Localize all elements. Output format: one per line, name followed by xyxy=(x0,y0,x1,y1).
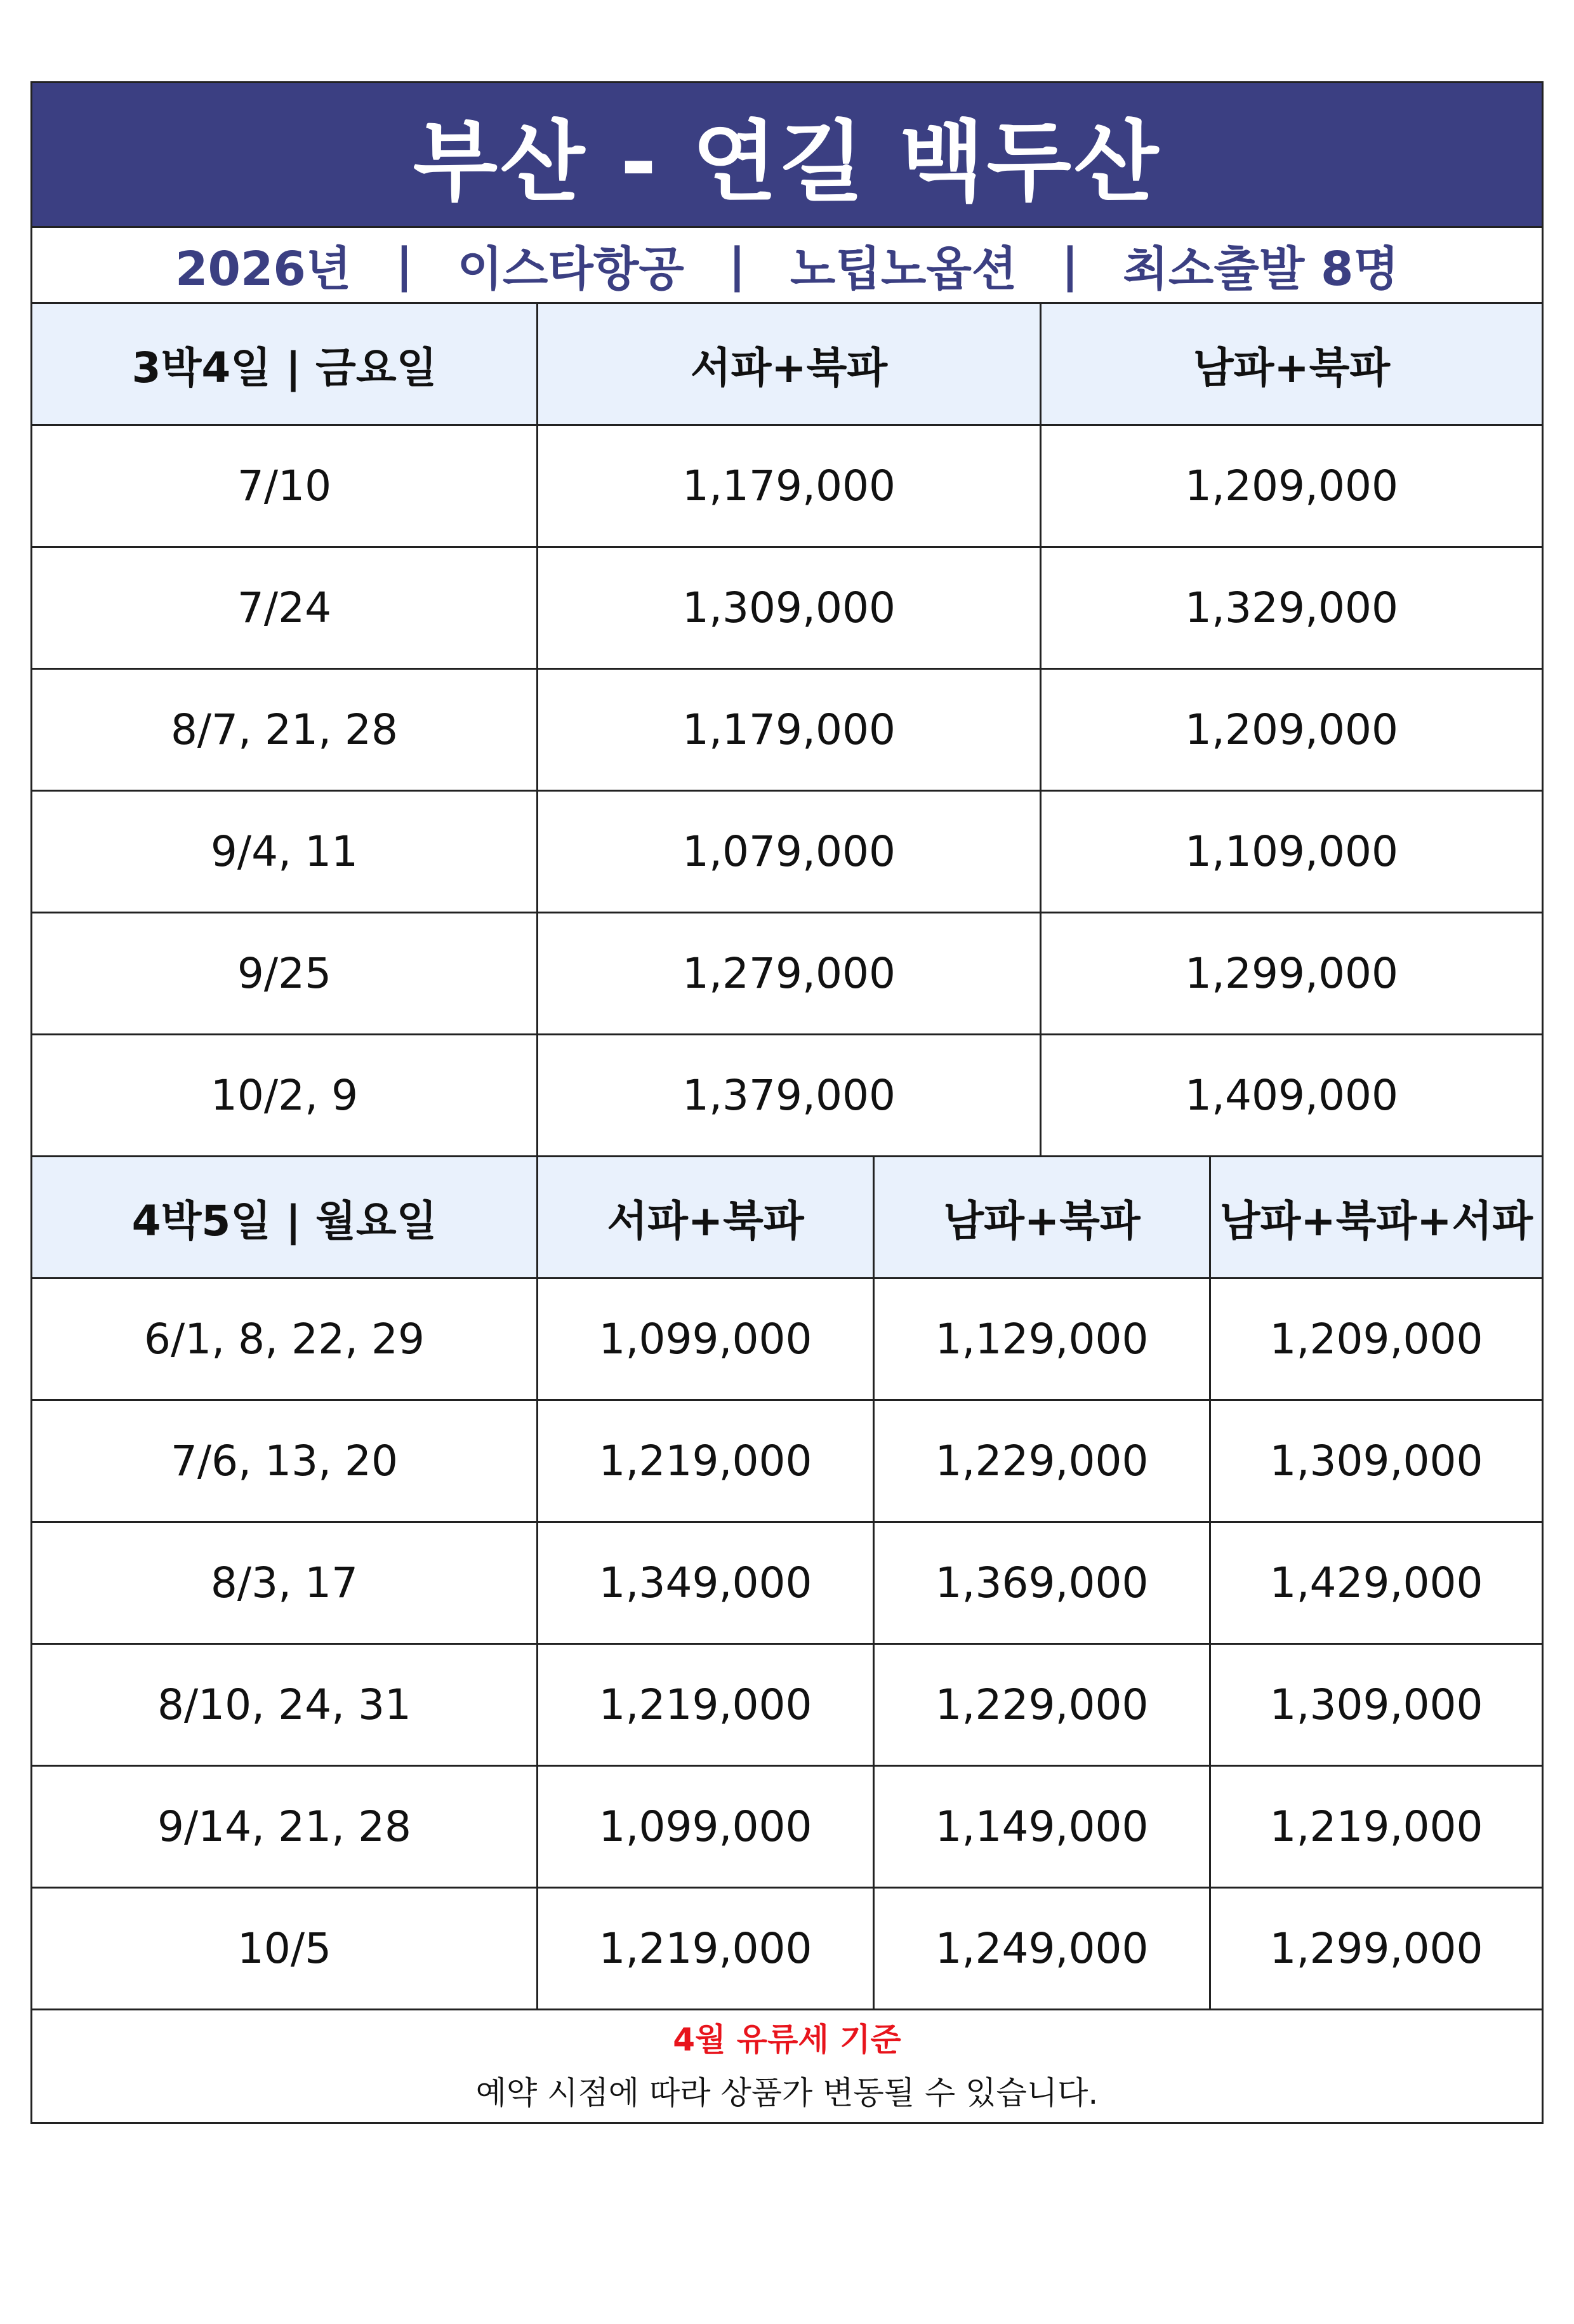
table-row xyxy=(32,548,1542,670)
table1-header-west-north: 서파+북파 xyxy=(538,304,1042,424)
price-cell: 1,219,000 xyxy=(538,1645,875,1765)
table-row xyxy=(32,670,1542,792)
price-cell: 1,129,000 xyxy=(875,1279,1211,1399)
price-cell: 1,379,000 xyxy=(538,1035,1042,1155)
price-cell: 1,229,000 xyxy=(875,1401,1211,1521)
price-cell: 1,349,000 xyxy=(538,1523,875,1643)
price-cell: 1,309,000 xyxy=(538,548,1042,668)
date-cell: 6/1, 8, 22, 29 xyxy=(32,1279,538,1399)
table-row xyxy=(32,792,1542,913)
date-cell: 9/4, 11 xyxy=(32,792,538,912)
table2-header-schedule: 4박5일 | 월요일 xyxy=(32,1157,538,1277)
price-cell: 1,309,000 xyxy=(1269,1680,1483,1729)
price-cell: 1,219,000 xyxy=(538,1401,875,1521)
date-cell: 8/7, 21, 28 xyxy=(32,670,538,790)
subtitle-bar xyxy=(32,228,1542,304)
price-cell: 1,179,000 xyxy=(538,426,1042,546)
table-row xyxy=(32,1889,1542,2010)
subtitle-separator: | xyxy=(1061,237,1079,293)
date-cell: 10/5 xyxy=(32,1889,538,2009)
price-cell: 1,179,000 xyxy=(538,670,1042,790)
table-row xyxy=(32,1767,1542,1889)
subtitle-option: 노팁노옵션 xyxy=(790,241,1017,296)
price-change-note: 예약 시점에 따라 상품가 변동될 수 있습니다. xyxy=(475,2075,1099,2111)
fuel-surcharge-note: 4월 유류세 기준 xyxy=(673,2021,901,2058)
price-cell: 1,219,000 xyxy=(538,1889,875,2009)
price-cell: 1,149,000 xyxy=(875,1767,1211,1887)
date-cell: 10/2, 9 xyxy=(32,1035,538,1155)
page-title: 부산 - 연길 백두산 xyxy=(32,83,1542,228)
table2-header-row xyxy=(32,1157,1542,1279)
date-cell: 9/14, 21, 28 xyxy=(32,1767,538,1887)
price-cell: 1,309,000 xyxy=(1269,1437,1483,1485)
price-cell: 1,279,000 xyxy=(538,913,1042,1033)
price-cell: 1,079,000 xyxy=(538,792,1042,912)
table2-header-south-north-west: 남파+북파+서파 xyxy=(1219,1197,1533,1245)
subtitle-airline: 이스타항공 xyxy=(457,241,684,296)
price-cell: 1,249,000 xyxy=(875,1889,1211,2009)
price-cell: 1,299,000 xyxy=(1269,1924,1483,1973)
subtitle-year: 2026년 xyxy=(175,241,352,296)
subtitle-separator: | xyxy=(395,237,413,293)
price-cell: 1,219,000 xyxy=(1269,1802,1483,1851)
table-row xyxy=(32,1279,1542,1401)
table-row xyxy=(32,913,1542,1035)
table-row xyxy=(32,1645,1542,1767)
footer-notes xyxy=(32,2010,1542,2122)
price-cell: 1,209,000 xyxy=(1185,461,1398,510)
price-cell: 1,109,000 xyxy=(1185,827,1398,876)
table-row xyxy=(32,1523,1542,1645)
subtitle-min-departure: 최소출발 8명 xyxy=(1123,241,1399,296)
date-cell: 7/10 xyxy=(32,426,538,546)
table-row xyxy=(32,1401,1542,1523)
price-cell: 1,369,000 xyxy=(875,1523,1211,1643)
price-cell: 1,099,000 xyxy=(538,1279,875,1399)
price-cell: 1,329,000 xyxy=(1185,583,1398,632)
price-cell: 1,299,000 xyxy=(1185,949,1398,998)
table2-header-west-north: 서파+북파 xyxy=(538,1157,875,1277)
price-sheet xyxy=(30,81,1544,2124)
price-cell: 1,229,000 xyxy=(875,1645,1211,1765)
price-cell: 1,099,000 xyxy=(538,1767,875,1887)
date-cell: 8/10, 24, 31 xyxy=(32,1645,538,1765)
price-cell: 1,409,000 xyxy=(1185,1071,1398,1120)
date-cell: 7/24 xyxy=(32,548,538,668)
subtitle-separator: | xyxy=(728,237,746,293)
table1-header-row xyxy=(32,304,1542,426)
table2-header-south-north: 남파+북파 xyxy=(875,1157,1211,1277)
price-cell: 1,209,000 xyxy=(1269,1315,1483,1364)
date-cell: 7/6, 13, 20 xyxy=(32,1401,538,1521)
table-row xyxy=(32,1035,1542,1157)
table-row xyxy=(32,426,1542,548)
price-cell: 1,209,000 xyxy=(1185,705,1398,754)
date-cell: 9/25 xyxy=(32,913,538,1033)
price-cell: 1,429,000 xyxy=(1269,1558,1483,1607)
table1-header-south-north: 남파+북파 xyxy=(1193,343,1391,392)
table1-header-schedule: 3박4일 | 금요일 xyxy=(32,304,538,424)
date-cell: 8/3, 17 xyxy=(32,1523,538,1643)
